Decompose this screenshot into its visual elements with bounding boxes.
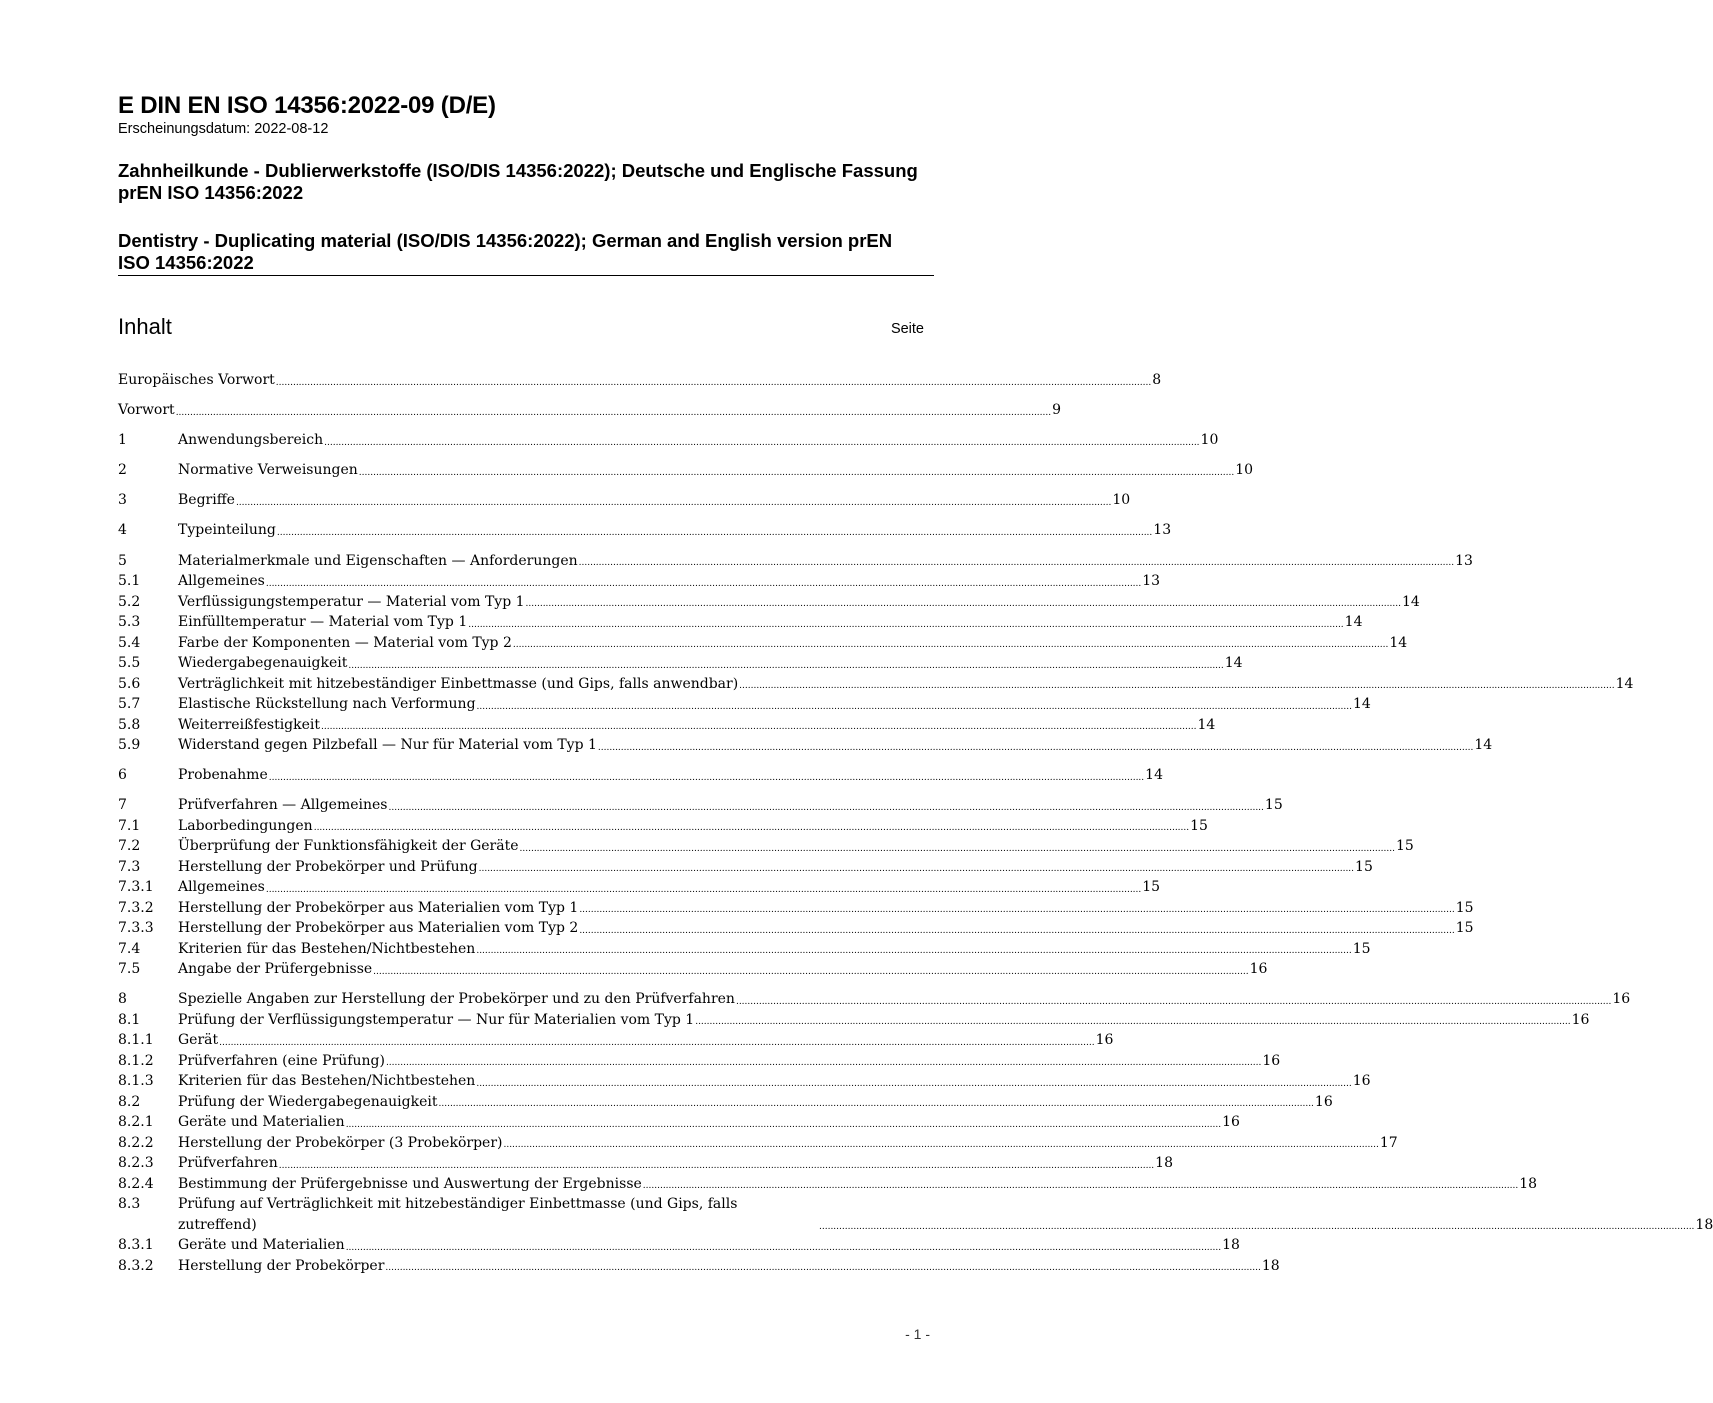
toc-entry-title: Anwendungsbereich [178,432,324,449]
toc-entry-page: 15 [1352,940,1371,957]
toc-dot-leader [359,465,1234,481]
toc-entry-title: Geräte und Materialien [178,1237,345,1254]
toc-entry[interactable] [118,1030,1114,1051]
toc-entry-number: 7.3.1 [118,879,154,896]
toc-entry-title: Widerstand gegen Pilzbefall — Nur für Material vom Typ 1 [178,737,597,754]
toc-dot-leader [468,617,1343,633]
toc-entry-page: 15 [1395,838,1414,855]
toc-dot-leader [695,1014,1570,1030]
toc-entry-page: 14 [1401,593,1420,610]
toc-entry-number: 5.7 [118,696,141,713]
toc-entry[interactable] [118,795,1283,816]
toc-entry-number: 8.3.1 [118,1237,154,1254]
toc-entry-page: 15 [1455,920,1474,937]
toc-entry-title: Überprüfung der Funktionsfähigkeit der Geräte [178,838,519,855]
toc-entry-page: 9 [1052,402,1062,419]
toc-entry-number: 8.3 [118,1196,141,1213]
toc-entry[interactable] [118,490,1131,511]
toc-entry-page: 10 [1112,492,1131,509]
toc-entry-page: 13 [1455,552,1473,569]
toc-dot-leader [579,923,1454,939]
toc-entry-wrap [178,1194,1713,1235]
header-rule [118,275,934,276]
toc-dot-leader [346,1240,1221,1256]
page-number: - 1 - [905,1326,930,1342]
toc-entry-title: Prüfverfahren (eine Prüfung) [178,1052,385,1069]
toc-entry-number: 5.1 [118,573,141,590]
toc-dot-leader [477,699,1352,715]
toc-entry[interactable] [118,1174,1538,1195]
toc-entry[interactable] [118,551,1473,572]
toc-entry[interactable] [118,1112,1240,1133]
toc-entry[interactable] [118,715,1216,736]
toc-dot-leader [314,820,1189,836]
toc-dot-leader [736,994,1611,1010]
toc-entry-number: 8.2 [118,1093,141,1110]
toc-entry-title: Prüfverfahren [178,1155,278,1172]
toc-entry[interactable] [118,1194,1713,1235]
toc-entry[interactable] [118,1235,1240,1256]
toc-entry-number: 7 [118,797,127,814]
toc-entry[interactable] [118,735,1493,756]
toc-entry-title: Verträglichkeit mit hitzebeständiger Einbettmasse (und Gips, falls anwendbar) [178,675,739,692]
toc-dot-leader [324,435,1199,451]
toc-dot-leader [321,719,1196,735]
toc-entry-title: Gerät [178,1032,219,1049]
toc-entry[interactable] [118,765,1163,786]
toc-entry-page: 15 [1142,879,1161,896]
toc-entry-title: Prüfung auf Verträglichkeit mit hitzebeständiger Einbettmasse (und Gips, falls zutreffend) [178,1196,738,1233]
toc-entry[interactable] [118,460,1254,481]
toc-entry-title: Kriterien für das Bestehen/Nichtbestehen [178,940,476,957]
toc-entry[interactable] [118,1010,1590,1031]
toc-entry[interactable] [118,633,1408,654]
toc-entry-number: 5 [118,552,127,569]
toc-entry-title: Herstellung der Probekörper und Prüfung [178,858,478,875]
toc-dot-leader [520,841,1395,857]
toc-dot-leader [513,637,1388,653]
toc-entry[interactable] [118,430,1219,451]
toc-page-label: Seite [890,321,924,337]
toc-entry-title: Normative Verweisungen [178,462,358,479]
toc-entry-number: 8.2.2 [118,1134,154,1151]
toc-entry[interactable] [118,571,1161,592]
toc-entry[interactable] [118,674,1634,695]
toc-entry-title: Materialmerkmale und Eigenschaften — Anforderungen [178,552,578,569]
toc-dot-leader [643,1178,1518,1194]
toc-entry-page: 15 [1264,797,1283,814]
toc-entry-page: 13 [1153,522,1172,539]
toc-entry-title: Herstellung der Probekörper aus Materialien vom Typ 1 [178,899,579,916]
toc-dot-leader [176,405,1051,421]
toc-entry-title: Einfülltemperatur — Material vom Typ 1 [178,614,468,631]
toc-entry[interactable] [118,918,1474,939]
toc-entry-number: 3 [118,492,127,509]
toc-dot-leader [739,678,1614,694]
toc-entry-number: 5.4 [118,634,141,651]
toc-entry-page: 16 [1262,1052,1281,1069]
toc-entry-page: 16 [1352,1073,1371,1090]
toc-entry-title: Probenahme [178,767,268,784]
toc-dot-leader [269,770,1144,786]
toc-entry-page: 18 [1222,1237,1240,1254]
toc-entry-title: Weiterreißfestigkeit [178,716,321,733]
toc-entry-page: 10 [1235,462,1254,479]
toc-entry[interactable] [118,836,1414,857]
toc-entry-number: 8 [118,991,127,1008]
toc-entry-page: 16 [1314,1093,1333,1110]
toc-dot-leader [598,740,1473,756]
toc-dot-leader [236,495,1111,511]
toc-entry-number: 4 [118,522,127,539]
toc-entry-page: 18 [1695,1216,1713,1233]
toc-entry-number: 6 [118,767,127,784]
toc-dot-leader [476,943,1351,959]
toc-entry-number: 7.2 [118,838,141,855]
toc-entry-number: 8.1.1 [118,1032,154,1049]
toc-entry-title: Europäisches Vorwort [118,372,275,388]
toc-entry-page: 15 [1190,817,1208,834]
toc-entry-number: 7.4 [118,940,141,957]
toc-entry-number: 2 [118,462,127,479]
toc-entry-page: 16 [1249,961,1268,978]
toc-dot-leader [276,375,1151,391]
toc-entry-number: 8.3.2 [118,1257,154,1274]
toc-entry-number: 5.3 [118,614,141,631]
toc-entry-number: 8.1 [118,1011,141,1028]
toc-entry-number: 7.3.2 [118,899,154,916]
toc-entry[interactable] [118,898,1474,919]
toc-entry-number: 7.3 [118,858,141,875]
toc-dot-leader [819,1219,1694,1235]
toc-entry-title: Allgemeines [178,879,265,896]
toc-dot-leader [476,1076,1351,1092]
toc-entry[interactable] [118,400,1062,421]
toc-entry[interactable] [118,1092,1333,1113]
toc-entry[interactable] [118,959,1268,980]
toc-entry-number: 8.2.1 [118,1114,154,1131]
toc-entry-title: Herstellung der Probekörper [178,1257,385,1274]
toc-entry-number: 5.8 [118,716,141,733]
toc-entry[interactable] [118,1133,1398,1154]
toc-entry[interactable] [118,816,1208,837]
toc-entry-number: 7.5 [118,961,141,978]
toc-entry[interactable] [118,877,1161,898]
toc-dot-leader [277,525,1152,541]
toc-entry-title: Angabe der Prüfergebnisse [178,961,373,978]
toc-entry-number: 5.2 [118,593,141,610]
toc-entry[interactable] [118,1153,1173,1174]
toc-entry-title: Verflüssigungstemperatur — Material vom Typ 1 [178,593,525,610]
toc-entry-page: 16 [1095,1032,1114,1049]
toc-entry-title: Allgemeines [178,573,265,590]
toc-entry-page: 16 [1571,1011,1590,1028]
toc-entry-title: Prüfverfahren — Allgemeines [178,797,388,814]
toc-dot-leader [386,1055,1261,1071]
toc-entry-page: 18 [1519,1175,1538,1192]
toc-entry-number: 8.1.3 [118,1073,154,1090]
toc-entry[interactable] [118,370,1162,391]
toc-entry-number: 7.1 [118,817,141,834]
toc-dot-leader [346,1117,1221,1133]
toc-entry-page: 14 [1145,767,1163,784]
toc-entry-title: Laborbedingungen [178,817,313,834]
toc-entry-page: 16 [1612,991,1631,1008]
toc-entry-page: 14 [1197,716,1216,733]
toc-dot-leader [479,861,1354,877]
toc-entry-number: 5.5 [118,655,141,672]
toc-entry-page: 16 [1222,1114,1240,1131]
toc-entry-number: 8.1.2 [118,1052,154,1069]
table-of-contents [118,370,1713,1276]
toc-entry-page: 14 [1474,737,1493,754]
toc-entry-page: 14 [1224,655,1243,672]
toc-entry-title: Prüfung der Verflüssigungstemperatur — Nur für Materialien vom Typ 1 [178,1011,695,1028]
toc-entry-page: 14 [1344,614,1363,631]
toc-heading: Inhalt [118,314,172,339]
toc-entry-title: Herstellung der Probekörper aus Materialien vom Typ 2 [178,920,579,937]
title-english: Dentistry - Duplicating material (ISO/DIS 14356:2022); German and English version prEN ISO 14356:2022 [118,230,893,273]
toc-entry[interactable] [118,1256,1280,1277]
toc-entry-page: 15 [1455,899,1474,916]
toc-entry-number: 5.6 [118,675,141,692]
toc-entry[interactable] [118,612,1363,633]
toc-entry-title: Elastische Rückstellung nach Verformung [178,696,476,713]
toc-entry-number: 1 [118,432,127,449]
toc-entry-number: 8.2.4 [118,1175,154,1192]
toc-entry-number: 7.3.3 [118,920,154,937]
toc-entry-page: 17 [1379,1134,1398,1151]
toc-entry-page: 14 [1389,634,1408,651]
toc-entry-page: 10 [1200,432,1219,449]
toc-dot-leader [373,964,1248,980]
toc-dot-leader [348,658,1223,674]
toc-entry-title: Prüfung der Wiedergabegenauigkeit [178,1093,438,1110]
toc-entry-title: Herstellung der Probekörper (3 Probekörper) [178,1134,503,1151]
toc-dot-leader [526,596,1401,612]
toc-entry-page: 14 [1615,675,1634,692]
toc-entry[interactable] [118,1071,1371,1092]
toc-entry-page: 14 [1352,696,1371,713]
toc-entry[interactable] [118,939,1371,960]
toc-entry-page: 13 [1142,573,1161,590]
toc-entry-title: Begriffe [178,492,235,509]
toc-entry-page: 18 [1261,1257,1280,1274]
toc-entry[interactable] [118,989,1631,1010]
toc-dot-leader [219,1035,1094,1051]
toc-entry-title: Vorwort [118,402,175,419]
toc-dot-leader [279,1158,1154,1174]
toc-entry[interactable] [118,694,1371,715]
toc-entry[interactable] [118,520,1172,541]
toc-entry[interactable] [118,592,1420,613]
toc-entry-title: Geräte und Materialien [178,1114,345,1131]
toc-dot-leader [266,576,1141,592]
toc-entry-page: 8 [1152,372,1162,388]
toc-dot-leader [385,1260,1260,1276]
toc-dot-leader [579,555,1454,571]
title-german: Zahnheilkunde - Dublierwerkstoffe (ISO/DIS 14356:2022); Deutsche und Englische Fassung prEN ISO 14356:2022 [118,160,918,203]
toc-dot-leader [266,882,1141,898]
toc-entry[interactable] [118,1051,1281,1072]
toc-entry-title: Bestimmung der Prüfergebnisse und Auswertung der Ergebnisse [178,1175,642,1192]
toc-entry-page: 15 [1355,858,1373,875]
toc-dot-leader [579,902,1454,918]
toc-dot-leader [388,800,1263,816]
toc-entry-title: Kriterien für das Bestehen/Nichtbestehen [178,1073,476,1090]
toc-entry-number: 8.2.3 [118,1155,154,1172]
toc-entry-title: Farbe der Komponenten — Material vom Typ 2 [178,634,512,651]
toc-entry[interactable] [118,653,1243,674]
toc-dot-leader [503,1137,1378,1153]
toc-dot-leader [439,1096,1314,1112]
toc-entry[interactable] [118,857,1373,878]
publication-date: Erscheinungsdatum: 2022-08-12 [118,121,329,137]
toc-entry-title: Typeinteilung [178,522,276,539]
toc-entry-title: Spezielle Angaben zur Herstellung der Probekörper und zu den Prüfverfahren [178,991,735,1008]
toc-entry-number: 5.9 [118,737,141,754]
standard-id: E DIN EN ISO 14356:2022-09 (D/E) [118,92,496,119]
toc-entry-page: 18 [1155,1155,1173,1172]
toc-entry-title: Wiedergabegenauigkeit [178,655,348,672]
